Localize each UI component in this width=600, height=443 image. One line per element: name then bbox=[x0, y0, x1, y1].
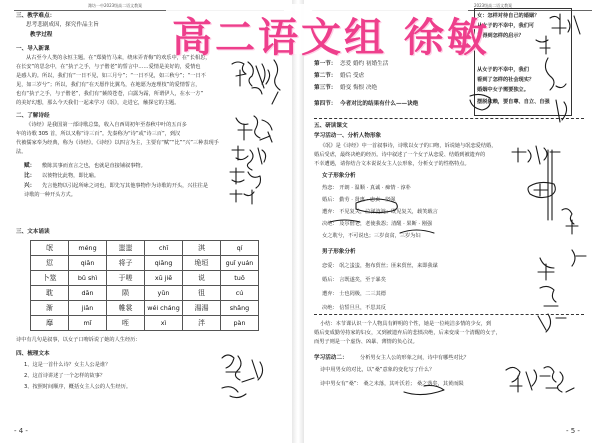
table-row bbox=[31, 316, 259, 331]
intro-line: 见，如三岁兮”；所以，我们有“在天愿作比翼鸟，在地愿为连理枝”的爱情誓言， bbox=[16, 82, 201, 88]
intro-line: 是感人的。所以，我们有“一日不见，如三月兮”；“一日不见，如三秋兮”；“一日不 bbox=[16, 73, 206, 79]
divider bbox=[314, 314, 584, 315]
interp-line: 《氓》是《诗经》中一首叙事诗，诗歌以女子的口吻，诉说她与氓恋爱结婚， bbox=[320, 143, 497, 149]
page-number-right: - 5 - bbox=[566, 427, 580, 435]
part-label: 第四节： bbox=[314, 101, 337, 107]
table-cell: shāng bbox=[221, 301, 259, 316]
table-cell: 愆 bbox=[31, 256, 69, 271]
table-cell: 咥 bbox=[107, 316, 145, 331]
table-cell: tuō bbox=[221, 271, 259, 286]
difficulty-text: 思考悲剧成因，探究作品主旨 bbox=[26, 22, 99, 28]
box-line: 从女子的不幸中，我们 bbox=[477, 67, 529, 73]
fu-label: 赋： bbox=[24, 163, 36, 169]
table-cell: 泮 bbox=[183, 316, 221, 331]
table-cell: 渐 bbox=[31, 301, 69, 316]
analysis-heading: 四、梳理文本 bbox=[16, 351, 50, 357]
man-row: 决绝： 信誓旦旦，不思其反 bbox=[322, 305, 386, 311]
summary-line: 诗中有几句是叙事，以女子口吻诉说了她的人生经历： bbox=[16, 337, 141, 343]
interp-sub: 学习活动一、分析人物形象 bbox=[314, 133, 382, 139]
interp-heading: 五、研读课文 bbox=[314, 123, 348, 129]
divider bbox=[314, 118, 584, 119]
part-label: 第一节： bbox=[314, 61, 337, 67]
analysis-question: 1、这是一首什么诗？女主人公是谁？ bbox=[24, 362, 111, 368]
box-line: 婚姻中女子需要独立。 bbox=[477, 87, 529, 93]
page-number-left: - 4 - bbox=[14, 427, 28, 435]
woman-row: 遭弃： 不见复关，泣涕涟涟；既见复关，载笑载言 bbox=[322, 209, 438, 215]
table-row bbox=[31, 256, 259, 271]
xing-text-2: 诗歌的一种开头方式。 bbox=[24, 192, 76, 198]
table-cell: dān bbox=[69, 286, 107, 301]
man-row: 婚后： 言既遂矣，至于暴矣 bbox=[322, 277, 386, 283]
woman-heading: 女子形象分析 bbox=[322, 173, 356, 179]
summary-text: 婚后变成勤劳持家的妇女，又到被遗弃后的悲愤决绝，后来变成一个清醒的女子， bbox=[314, 330, 501, 336]
left-page bbox=[0, 0, 292, 443]
table-cell: xì bbox=[145, 316, 183, 331]
summary-text: 小结：本节课认识一个人物具有鲜明的个性，她是一位纯洁多情的少女，到 bbox=[320, 321, 492, 327]
right-page bbox=[304, 0, 600, 443]
table-cell: 氓 bbox=[31, 241, 69, 256]
difficulty-heading: 三、教学难点： bbox=[16, 13, 56, 19]
part-text: 婚后 受虐 bbox=[340, 73, 365, 79]
table-cell: 陨 bbox=[107, 286, 145, 301]
bi-label: 比： bbox=[24, 173, 36, 179]
table-row bbox=[31, 301, 259, 316]
fu-text: 敷陈其事而直言之也，也就是直接铺叙事物。 bbox=[42, 163, 146, 169]
part-text: 婚变 悔恨 决绝 bbox=[340, 85, 378, 91]
part-text: 今者对比的结果有什么——诀绝 bbox=[340, 101, 419, 107]
bi-text: 以彼物比此物，即比喻。 bbox=[42, 173, 100, 179]
table-cell: 将子 bbox=[107, 256, 145, 271]
ask-line: 诗中用男女的对比，以“桑”意象的变化写了什么？ bbox=[320, 367, 435, 373]
table-cell: guǐ yuán bbox=[221, 256, 259, 271]
overlay-title: 高二语文组 徐敏 bbox=[172, 15, 490, 61]
table-cell: 耽 bbox=[31, 286, 69, 301]
box-line: 从女子的不幸中，我们可 bbox=[477, 23, 535, 29]
woman-row: 女之耽兮，不可说也；三岁食贫，三岁为妇 bbox=[322, 233, 421, 239]
intro-heading: 一、导入新课 bbox=[16, 46, 50, 52]
part-label: 第二节： bbox=[314, 73, 337, 79]
table-cell: qiān bbox=[69, 256, 107, 271]
interp-line: 不幸遭遇，请你结合文本说说女主人公形象，分析女子的性格特点。 bbox=[314, 161, 470, 167]
intro-line: 也有“执子之手，与子偕老”，我们有“蒹葭苍苍，白露为霜，所谓伊人，在水一方” bbox=[16, 91, 204, 97]
table-cell: 靡 bbox=[31, 316, 69, 331]
understand-line: 年的诗歌 305 首，所以又称“诗三百”。先秦称为“诗”或“诗三百”，到汉 bbox=[16, 131, 181, 137]
understand-line: 法。 bbox=[16, 149, 27, 155]
box-line: 以得到怎样的启示？ bbox=[477, 33, 524, 39]
woman-row: 决绝： 及尔偕老，老使我怨；清醒 · 果断 · 刚强 bbox=[322, 221, 433, 227]
table-cell: 垝垣 bbox=[183, 256, 221, 271]
book-gutter bbox=[292, 0, 304, 443]
table-cell: wéi cháng bbox=[145, 301, 183, 316]
table-cell: chī bbox=[145, 241, 183, 256]
table-row bbox=[31, 271, 259, 286]
summary-text: 而男子则是一个虚伪、凶暴、薄情的负心汉。 bbox=[314, 339, 418, 345]
understand-line: 代被儒家奉为经典，称为《诗经》。《诗经》以四言为主，主要有“赋”“比”“兴”三种表现手 bbox=[16, 140, 219, 146]
box-line: 女：怎样对待自己的婚姻？ bbox=[477, 13, 540, 19]
man-row: 遭弃： 士也罔极，二三其德 bbox=[322, 291, 386, 297]
table-cell: méng bbox=[69, 241, 107, 256]
pronunciation-table bbox=[30, 240, 259, 331]
table-cell: yǔn bbox=[145, 286, 183, 301]
understand-heading: 二、了解诗经 bbox=[16, 113, 50, 119]
table-cell: qiāng bbox=[145, 256, 183, 271]
man-row: 恋爱： 氓之蚩蚩，抱布贸丝；匪来贸丝，来即我谋 bbox=[322, 263, 438, 269]
xing-text: 先言他物以引起所咏之词也，即先写其他事物作为诗歌的开头，兴往往是 bbox=[42, 183, 209, 189]
table-cell: cú bbox=[221, 286, 259, 301]
table-cell: 蚩蚩 bbox=[107, 241, 145, 256]
intro-line: 的美好幻想，那么今天我们一起来学习《氓》，走进它，触探它的主题。 bbox=[16, 100, 180, 106]
task2-text: 分析男女主人公的形象之间，诗中有哪些对比？ bbox=[360, 355, 469, 361]
table-row bbox=[31, 241, 259, 256]
reading-heading: 三、文本诵读 bbox=[16, 229, 50, 235]
woman-row: 热恋： 开朗 · 温顺 · 真诚 · 痴情 · 淳朴 bbox=[322, 185, 411, 191]
xing-label: 兴： bbox=[24, 183, 36, 189]
analysis-question: 2、这首诗讲述了一个怎样的故事？ bbox=[24, 373, 106, 379]
table-cell: 湯湯 bbox=[183, 301, 221, 316]
analysis-question: 3、按照时间顺序，概括女主人公的人生经历。 bbox=[24, 384, 132, 390]
task2-heading: 学习活动二： bbox=[314, 355, 348, 361]
intro-line: 在长安”的思念中，在“执子之手，与子偕老”的誓言中……爱情是美好的，爱情也 bbox=[16, 64, 201, 70]
intro-line: 从古至今人类的永恒主题。在“郑骑竹马来，绕床弄青梅”的欢乐中，在“长相思， bbox=[26, 55, 211, 61]
interp-line: 婚后受虐，最终决绝的经历。诗中叙述了一个女子从恋爱、结婚到被遗弃的 bbox=[314, 152, 486, 158]
table-cell: qí bbox=[221, 241, 259, 256]
table-cell: 帷裳 bbox=[107, 301, 145, 316]
table-row bbox=[31, 286, 259, 301]
man-heading: 男子形象分析 bbox=[322, 249, 356, 255]
part-text: 恋爱 婚约 初婚生活 bbox=[340, 61, 389, 67]
table-cell: 淇 bbox=[183, 241, 221, 256]
box-line: 看到了怎样的社会现实？ bbox=[477, 77, 535, 83]
right-page-header: 2023级高二语文教案 bbox=[474, 3, 513, 8]
woman-row: 婚后： 勤劳 · 贤惠 · 忠贞 · 坚强 bbox=[322, 197, 396, 203]
table-cell: 卜筮 bbox=[31, 271, 69, 286]
ask-line: 诗中男女有“桑”： 桑之未落，其叶沃若； 桑之落矣，其黄而陨 bbox=[320, 381, 464, 387]
table-cell: 说 bbox=[183, 271, 221, 286]
table-cell: jiān bbox=[69, 301, 107, 316]
part-label: 第三节： bbox=[314, 85, 337, 91]
table-cell: mǐ bbox=[69, 316, 107, 331]
table-cell: bǔ shì bbox=[69, 271, 107, 286]
table-cell: xū jiē bbox=[145, 271, 183, 286]
box-strong: 摆脱依赖，要自尊、自立、自强 bbox=[477, 99, 550, 105]
table-cell: 徂 bbox=[183, 286, 221, 301]
left-page-header: 潍坊一中2023级高二语文教案 bbox=[88, 3, 143, 8]
process-heading: 教学过程 bbox=[30, 32, 53, 38]
table-cell: pàn bbox=[221, 316, 259, 331]
table-cell: 于嗟 bbox=[107, 271, 145, 286]
understand-line: 《诗经》是我国第一部诗歌总集，收入自西周初年至春秋中叶的五百多 bbox=[26, 122, 187, 128]
